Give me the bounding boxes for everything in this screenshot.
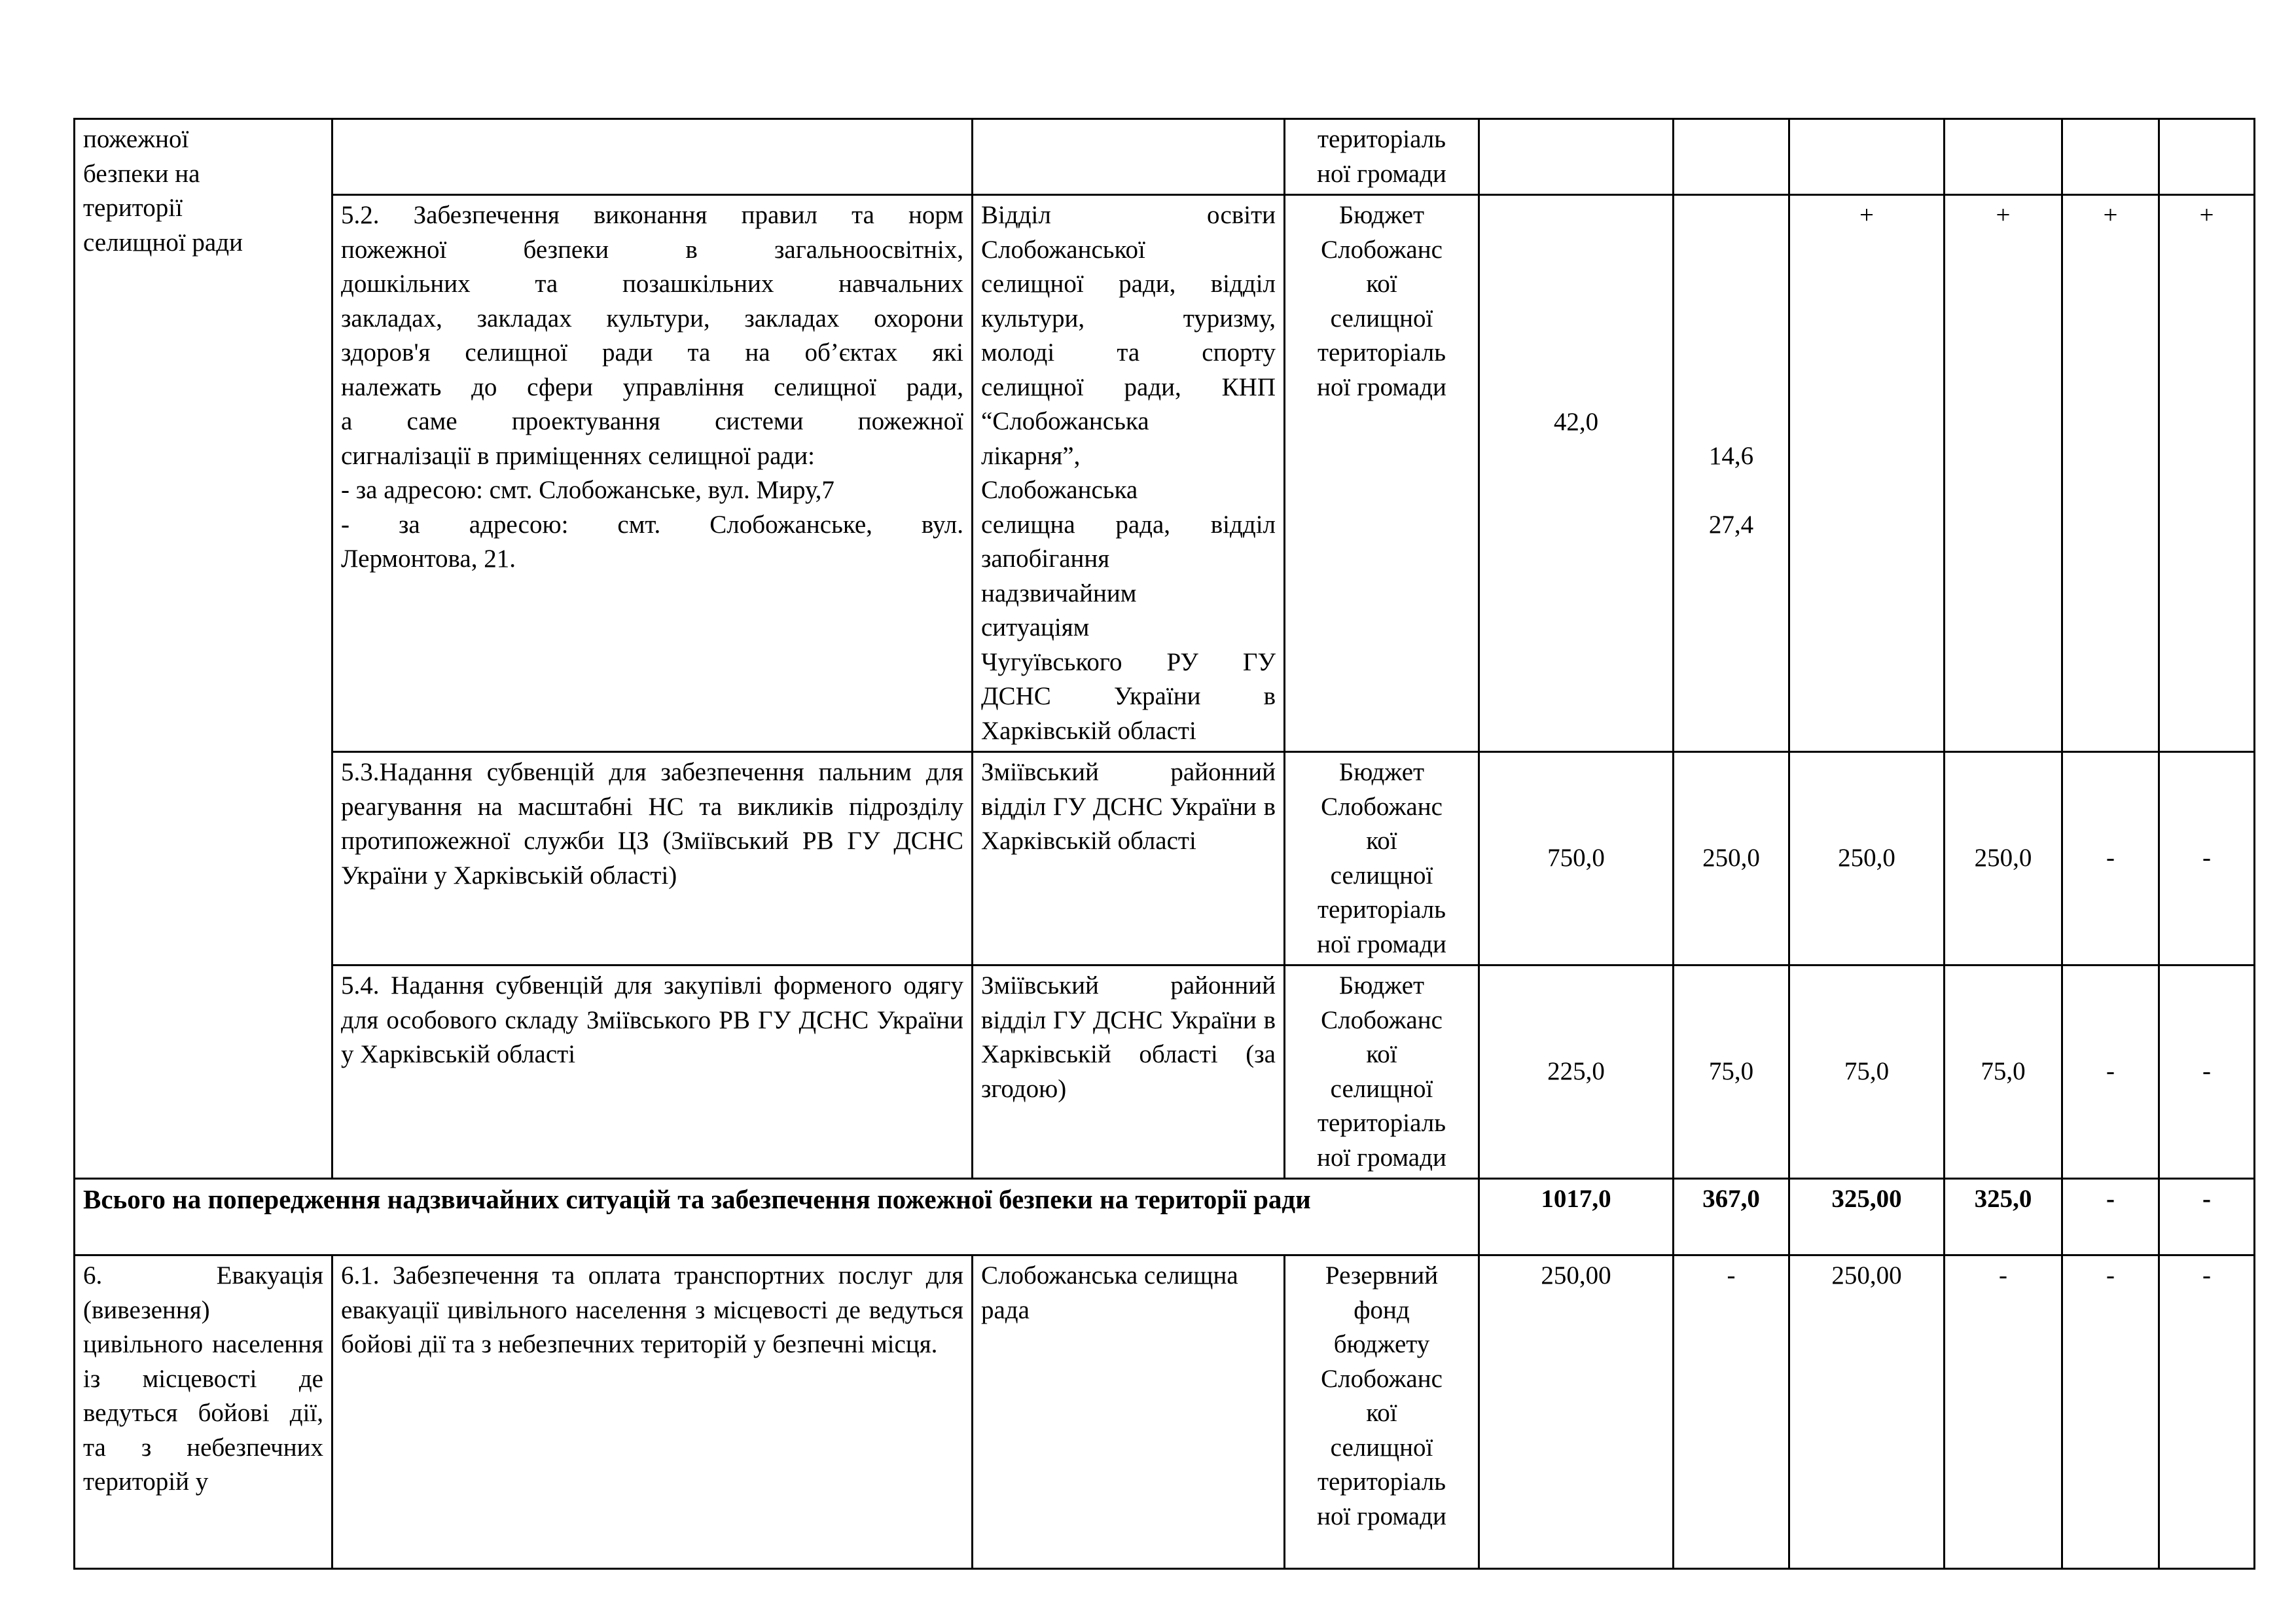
executor-line: Чугуївського РУ ГУ	[981, 647, 1276, 676]
year5-cell: -	[2159, 965, 2255, 1179]
source-line: Бюджет	[1338, 971, 1425, 1000]
year1-value: 27,4	[1708, 510, 1754, 539]
summary-year3: 325,0	[1945, 1179, 2062, 1255]
year5-cell: +	[2159, 195, 2255, 752]
table-row-5-2	[75, 195, 2255, 752]
measure-line: сигналізації в приміщеннях селищної ради:	[341, 441, 815, 470]
executor-line: Слобожанської	[981, 235, 1145, 264]
year3-cell: -	[1945, 1255, 2062, 1569]
funding-source-cell	[1285, 752, 1479, 965]
executor-line: культури, туризму,	[981, 304, 1276, 333]
funding-source-cell	[1285, 965, 1479, 1179]
year3-cell: 75,0	[1945, 965, 2062, 1179]
measure-line: належать до сфери управління селищної ради,	[341, 372, 963, 401]
empty-cell	[973, 119, 1285, 195]
source-line: Бюджет	[1338, 201, 1425, 229]
executor-line: Відділ освіти	[981, 201, 1276, 229]
source-line: територіаль	[1318, 125, 1446, 153]
year2-cell: 75,0	[1789, 965, 1945, 1179]
total-value: 42,0	[1553, 408, 1599, 436]
executor-line: “Слобожанська	[981, 407, 1149, 435]
summary-label: Всього на попередження надзвичайних ситуацій та забезпечення пожежної безпеки на території ради	[75, 1179, 1479, 1255]
program-measures-table	[73, 118, 2255, 1570]
source-line: Слобожанс	[1321, 1364, 1443, 1393]
total-cell: 750,0	[1479, 752, 1674, 965]
source-line: територіаль	[1318, 1109, 1446, 1137]
source-line: ної громади	[1317, 372, 1446, 401]
source-line: Бюджет	[1338, 758, 1425, 786]
source-line: селищної	[1330, 861, 1433, 890]
source-line: ної громади	[1317, 1502, 1446, 1530]
summary-year5: -	[2159, 1179, 2255, 1255]
measure-cell: 6.1. Забезпечення та оплата транспортних послуг для евакуації цивільного населення з місцевості де ведуться бойові дії та з небезпечних територій у безпечні місця.	[332, 1255, 973, 1569]
year4-cell: +	[2062, 195, 2159, 752]
empty-cell	[332, 119, 973, 195]
year1-cell: -	[1674, 1255, 1789, 1569]
source-line: територіаль	[1318, 1468, 1446, 1496]
summary-row	[75, 1179, 2255, 1255]
executor-line: селищна рада, відділ	[981, 510, 1276, 539]
empty-cell	[1479, 119, 1674, 195]
empty-cell	[1789, 119, 1945, 195]
measure-line: 5.2. Забезпечення виконання правил та норм	[341, 201, 963, 229]
executor-line: ситуаціям	[981, 613, 1090, 641]
section-title-line: території	[83, 194, 183, 222]
source-line: селищної	[1330, 1074, 1433, 1103]
executor-line: Харківській області	[981, 716, 1196, 745]
empty-cell	[1945, 119, 2062, 195]
year5-cell: -	[2159, 752, 2255, 965]
source-line: Слобожанс	[1321, 235, 1443, 264]
measure-cell	[332, 195, 973, 752]
year1-cell	[1674, 195, 1789, 752]
table-row-5-3	[75, 752, 2255, 965]
source-line: Резервний	[1325, 1261, 1439, 1290]
executor-line: молоді та спорту	[981, 338, 1276, 367]
source-line: кої	[1366, 1040, 1397, 1068]
executor-cell: Слобожанська селищна рада	[973, 1255, 1285, 1569]
summary-total: 1017,0	[1479, 1179, 1674, 1255]
measure-line: закладах, закладах культури, закладах охорони	[341, 304, 963, 333]
source-line: ної громади	[1317, 159, 1446, 188]
funding-source-cell	[1285, 1255, 1479, 1569]
executor-line: селищної ради, відділ	[981, 270, 1276, 298]
year5-cell: -	[2159, 1255, 2255, 1569]
measure-line: пожежної безпеки в загальноосвітніх,	[341, 235, 963, 264]
measure-line: здоров'я селищної ради та на об’єктах які	[341, 338, 963, 367]
source-line: Слобожанс	[1321, 1005, 1443, 1034]
executor-cell: Зміївський районний відділ ГУ ДСНС України в Харківській області (за згодою)	[973, 965, 1285, 1179]
address-line: - за адресою: смт. Слобожанське, вул. Миру,7	[341, 476, 834, 504]
measure-cell: 5.4. Надання субвенцій для закупівлі форменого одягу для особового складу Зміївського РВ ГУ ДСНС України у Харківській області	[332, 965, 973, 1179]
executor-cell	[973, 195, 1285, 752]
year2-cell: 250,0	[1789, 752, 1945, 965]
year3-cell: 250,0	[1945, 752, 2062, 965]
address-line: - за адресою: смт. Слобожанське, вул.	[341, 510, 963, 539]
source-line: ної громади	[1317, 929, 1446, 958]
year2-cell: 250,00	[1789, 1255, 1945, 1569]
year2-cell: +	[1789, 195, 1945, 752]
address-line: Лермонтова, 21.	[341, 545, 516, 573]
section-title-line: пожежної	[83, 125, 189, 153]
table-row-5-4	[75, 965, 2255, 1179]
funding-source-cell	[1285, 119, 1479, 195]
source-line: територіаль	[1318, 895, 1446, 924]
source-line: селищної	[1330, 1433, 1433, 1462]
funding-source-cell	[1285, 195, 1479, 752]
source-line: ної громади	[1317, 1143, 1446, 1172]
source-line: селищної	[1330, 304, 1433, 333]
source-line: кої	[1366, 827, 1397, 855]
year3-cell: +	[1945, 195, 2062, 752]
section-6-title-cell: 6. Евакуація (вивезення) цивільного населення із місцевості де ведуться бойові дії, та з небезпечних територій у	[75, 1255, 332, 1569]
empty-cell	[2159, 119, 2255, 195]
source-line: кої	[1366, 270, 1397, 298]
section-title-line: селищної ради	[83, 228, 243, 257]
measure-line: а саме проектування системи пожежної	[341, 407, 963, 435]
year1-cell: 250,0	[1674, 752, 1789, 965]
section-title-line	[83, 157, 323, 192]
empty-cell	[2062, 119, 2159, 195]
executor-cell: Зміївський районний відділ ГУ ДСНС України в Харківській області	[973, 752, 1285, 965]
executor-line: запобігання	[981, 545, 1110, 573]
year4-cell: -	[2062, 752, 2159, 965]
section-5-title-cell	[75, 119, 332, 1179]
table-row	[75, 119, 2255, 195]
section-title-text: безпеки на	[83, 159, 200, 188]
measure-line: дошкільних та позашкільних навчальних	[341, 270, 963, 298]
executor-line: лікарня”,	[981, 441, 1081, 470]
executor-line: ДСНС України в	[981, 682, 1276, 710]
source-line: Слобожанс	[1321, 792, 1443, 821]
table-row-6-1	[75, 1255, 2255, 1569]
total-cell	[1479, 195, 1674, 752]
source-line: бюджету	[1333, 1330, 1430, 1358]
executor-line: надзвичайним	[981, 579, 1137, 607]
total-cell: 250,00	[1479, 1255, 1674, 1569]
year1-cell: 75,0	[1674, 965, 1789, 1179]
executor-line: селищної ради, КНП	[981, 372, 1276, 401]
source-line: фонд	[1354, 1295, 1410, 1324]
year4-cell: -	[2062, 1255, 2159, 1569]
executor-line: Слобожанська	[981, 476, 1138, 504]
empty-cell	[1674, 119, 1789, 195]
source-line: кої	[1366, 1399, 1397, 1427]
summary-year2: 325,00	[1789, 1179, 1945, 1255]
summary-year4: -	[2062, 1179, 2159, 1255]
year4-cell: -	[2062, 965, 2159, 1179]
total-cell: 225,0	[1479, 965, 1674, 1179]
year1-value: 14,6	[1708, 442, 1754, 470]
source-line: територіаль	[1318, 338, 1446, 367]
measure-cell: 5.3.Надання субвенцій для забезпечення пальним для реагування на масштабні НС та викликів підрозділу протипожежної служби ЦЗ (Зміївський РВ ГУ ДСНС України у Харківській області)	[332, 752, 973, 965]
summary-year1: 367,0	[1674, 1179, 1789, 1255]
